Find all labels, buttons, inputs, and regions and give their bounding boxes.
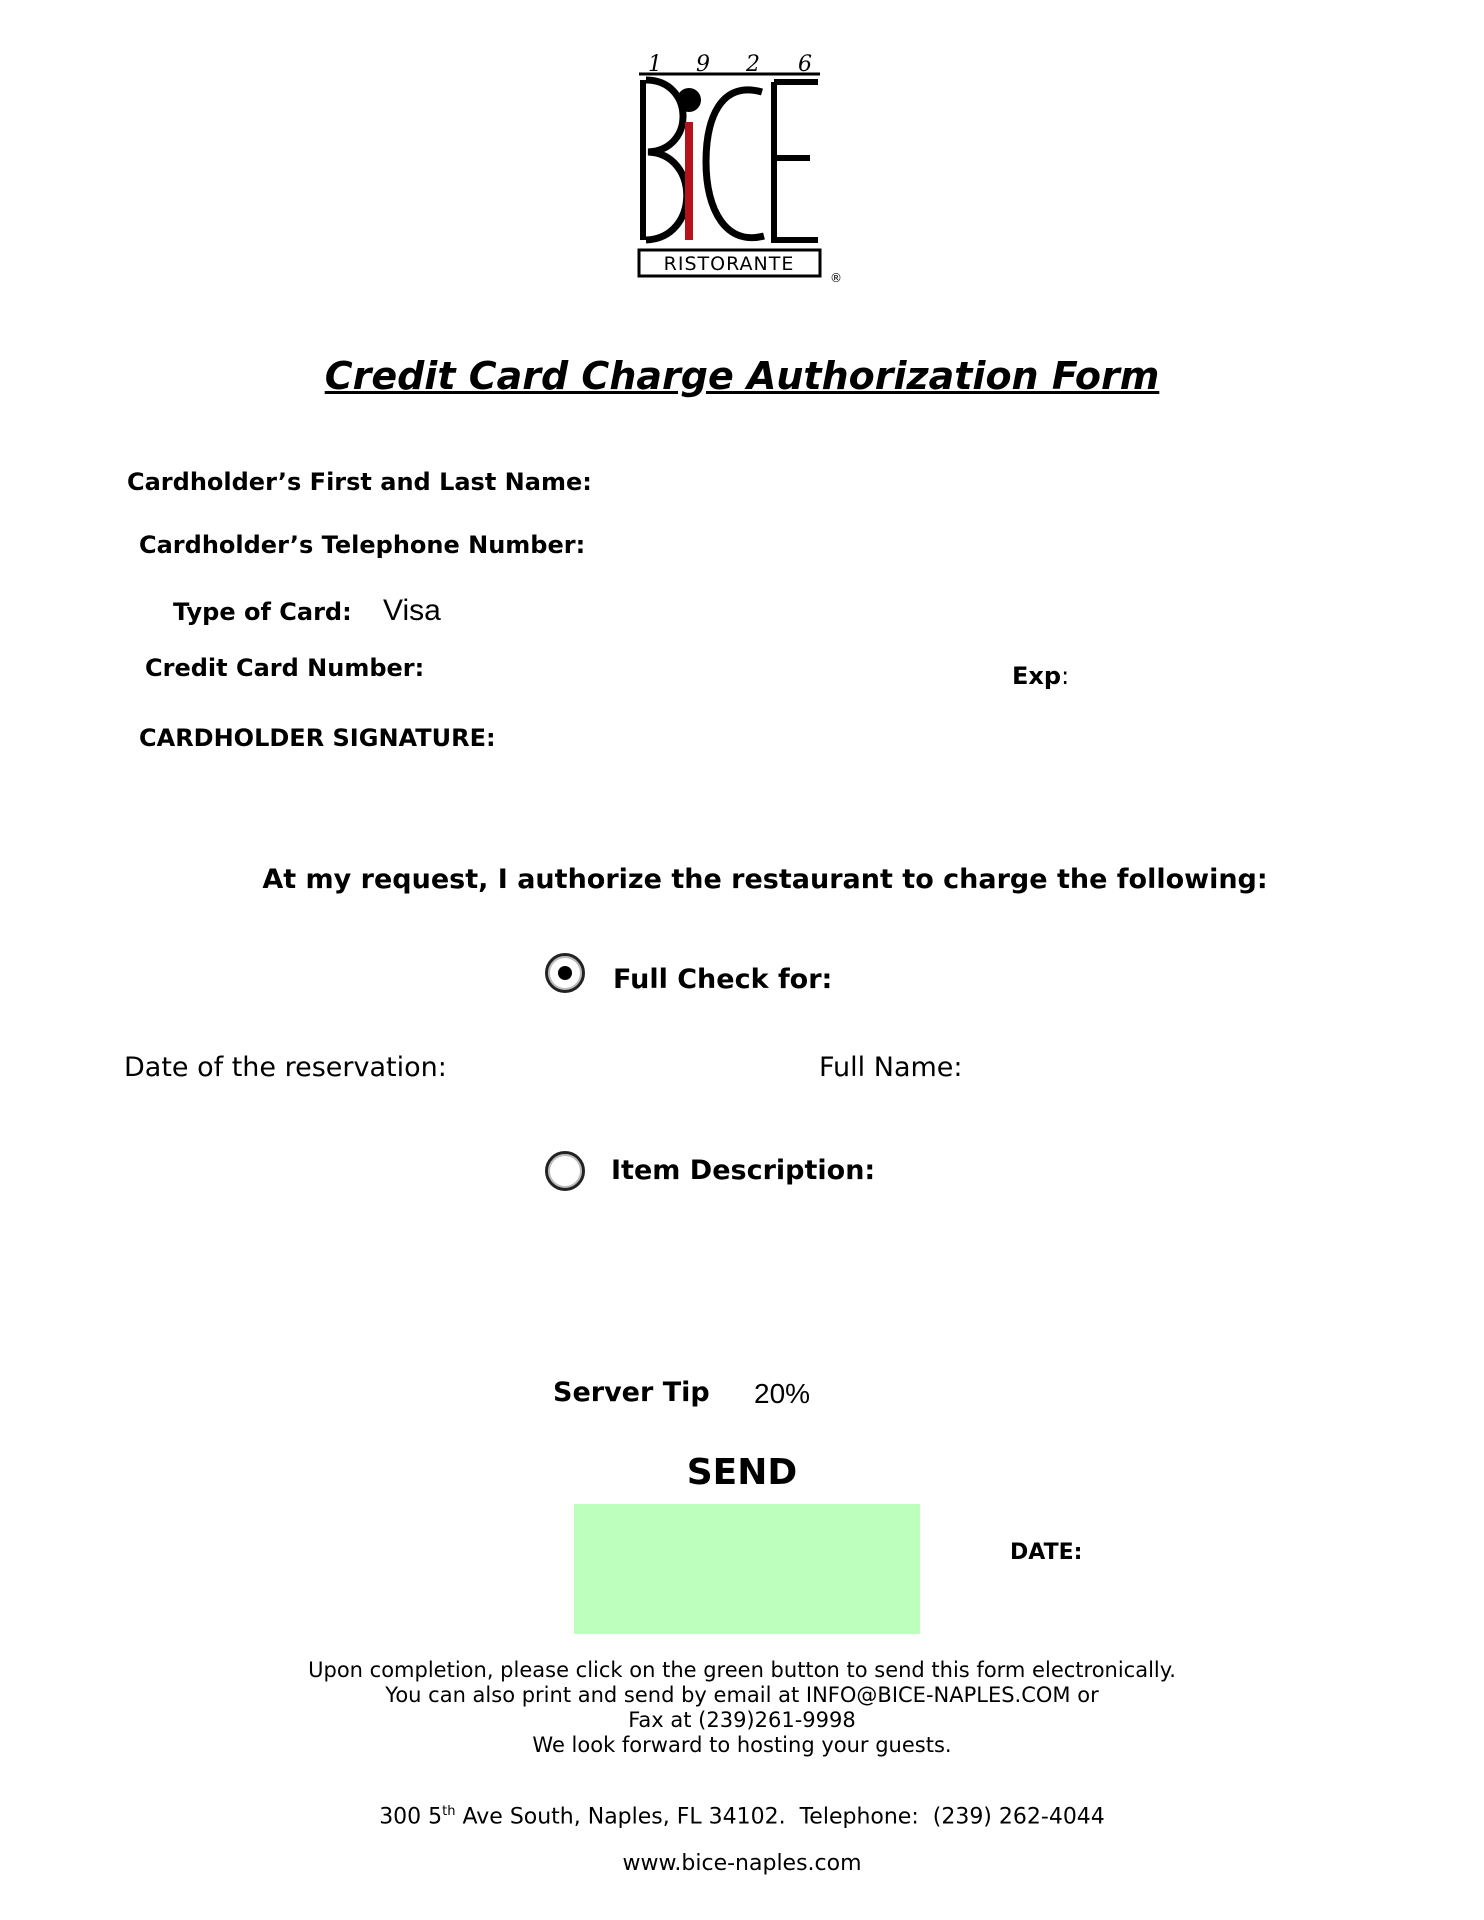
logo-year-9: 9 [696, 52, 710, 77]
logo-year-2: 2 [746, 52, 760, 77]
send-label: SEND [686, 1452, 798, 1493]
instructions [0, 1658, 1484, 1758]
logo-registered-mark: ® [830, 271, 842, 285]
full-name-label: Full Name: [819, 1052, 963, 1083]
address [0, 1804, 1484, 1829]
date-label: DATE: [1010, 1540, 1083, 1565]
instructions-line: You can also print and send by email at INFO@BICE-NAPLES.COM or [385, 1683, 1099, 1707]
item-description-radio[interactable] [545, 1151, 585, 1191]
card-type-field[interactable]: Visa [383, 594, 441, 627]
server-tip-label: Server Tip [553, 1377, 710, 1408]
telephone-label: Cardholder’s Telephone Number: [139, 531, 586, 559]
logo-year-1: 1 [648, 52, 662, 77]
address-sup: th [442, 1804, 456, 1819]
instructions-line: We look forward to hosting your guests. [532, 1733, 952, 1757]
exp-label-text: Exp [1012, 662, 1062, 690]
instructions-line: Upon completion, please click on the green button to send this form electronically. [308, 1658, 1176, 1682]
address-rest: Ave South, Naples, FL 34102. Telephone: (239) 262-4044 [455, 1804, 1105, 1830]
logo-subtitle: RISTORANTE [663, 253, 795, 275]
exp-label [1012, 662, 1069, 690]
authorize-text: At my request, I authorize the restaurant to charge the following: [262, 864, 1268, 895]
signature-label: CARDHOLDER SIGNATURE: [139, 724, 496, 752]
cardholder-name-label: Cardholder’s First and Last Name: [127, 468, 592, 496]
website-link[interactable]: www.bice-naples.com [622, 1851, 862, 1876]
server-tip-field[interactable]: 20% [754, 1378, 811, 1409]
bice-logo [634, 50, 850, 288]
page-title: Credit Card Charge Authorization Form [324, 354, 1160, 398]
card-type-label: Type of Card: [173, 598, 352, 626]
full-check-label: Full Check for: [613, 964, 833, 995]
exp-colon: : [1061, 662, 1070, 690]
reservation-date-label: Date of the reservation: [124, 1052, 447, 1083]
full-check-radio[interactable] [545, 953, 585, 993]
address-prefix: 300 5 [379, 1804, 443, 1830]
instructions-line: Fax at (239)261-9998 [628, 1708, 856, 1732]
item-description-label: Item Description: [611, 1155, 876, 1186]
card-number-label: Credit Card Number: [145, 654, 425, 682]
logo-year-6: 6 [798, 52, 812, 77]
send-button[interactable] [574, 1504, 920, 1634]
radio-selected-dot [558, 966, 572, 980]
